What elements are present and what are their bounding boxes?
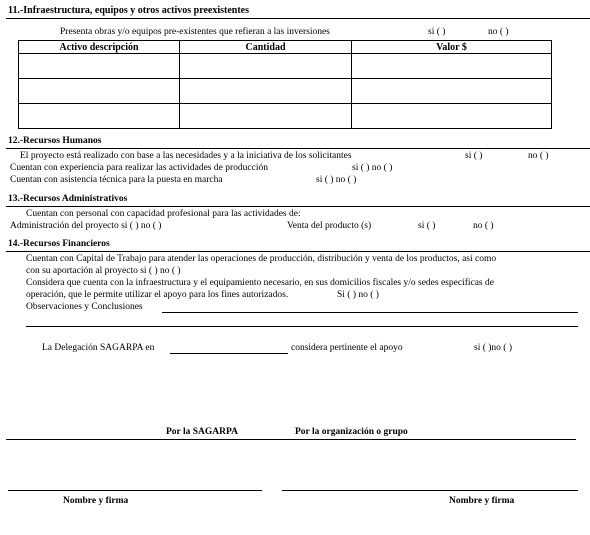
rh-line-2: Cuentan con experiencia para realizar las actividades de producción [10,163,268,173]
observaciones-line-1[interactable] [162,312,578,313]
table-header-row [19,41,552,54]
section-14-title: 14.-Recursos Financieros [8,239,110,249]
table-cell[interactable] [352,54,552,79]
section-divider [6,251,590,252]
header-cantidad: Cantidad [180,41,352,54]
rf-line-2[interactable]: con su aportación al proyecto si ( ) no ( ) [26,266,181,276]
rf-line-4: operación, que le permite utilizar el apoyo para los fines autorizados. [26,290,289,300]
rf-line-4-options[interactable]: Si ( ) no ( ) [337,290,379,300]
rf-line-1: Cuentan con Capital de Trabajo para atender las operaciones de producción, distribución y venta de los productos, así como [26,254,497,264]
table-cell[interactable] [180,79,352,104]
header-activo: Activo descripción [19,41,180,54]
section-divider [6,148,590,149]
table-cell[interactable] [19,54,180,79]
ra-venta-si[interactable]: si ( ) [418,221,436,231]
signature-divider [6,439,576,440]
delegacion-blank[interactable] [170,353,288,354]
delegacion-prefix: La Delegación SAGARPA en [42,343,155,353]
sagarpa-nombre-firma: Nombre y firma [63,496,129,506]
section-divider [6,206,590,207]
table-row [19,104,552,129]
table-cell[interactable] [180,54,352,79]
section-12-title: 12.-Recursos Humanos [8,136,102,146]
table-cell[interactable] [180,104,352,129]
sagarpa-signature-header: Por la SAGARPA [166,427,238,437]
table-cell[interactable] [19,104,180,129]
table-row [19,79,552,104]
observaciones-line-2[interactable] [26,326,578,327]
ra-line-1: Cuentan con personal con capacidad profesional para las actividades de: [26,209,301,219]
org-signature-line[interactable] [282,490,578,491]
assets-table [18,40,552,129]
section-13-title: 13.-Recursos Administrativos [8,194,128,204]
preexisting-no-option[interactable]: no ( ) [488,27,509,37]
delegacion-suffix: considera pertinente el apoyo [291,343,403,353]
delegacion-options[interactable]: si ( )no ( ) [474,343,512,353]
org-signature-header: Por la organización o grupo [295,427,408,437]
observaciones-label: Observaciones y Conclusiones [26,302,143,312]
table-cell[interactable] [352,104,552,129]
section-11-title: 11.-Infraestructura, equipos y otros activos preexistentes [8,5,249,16]
preexisting-si-option[interactable]: si ( ) [428,27,446,37]
rh-line-3-options[interactable]: si ( ) no ( ) [316,175,357,185]
ra-venta-no[interactable]: no ( ) [473,221,494,231]
section-divider [6,18,590,19]
rh-line-3: Cuentan con asistencia técnica para la puesta en marcha [10,175,223,185]
rf-line-3: Considera que cuenta con la infraestructura y el equipamiento necesario, en sus domicilios fiscales y/o sedes específicas de [26,278,494,288]
header-valor: Valor $ [352,41,552,54]
table-cell[interactable] [19,79,180,104]
rh-line-1-no[interactable]: no ( ) [528,151,549,161]
table-cell[interactable] [352,79,552,104]
rh-line-1: El proyecto está realizado con base a las necesidades y a la iniciativa de los solicitantes [20,151,352,161]
org-nombre-firma: Nombre y firma [449,496,515,506]
rh-line-1-si[interactable]: si ( ) [465,151,483,161]
ra-venta-label: Venta del producto (s) [287,221,372,231]
ra-admin-option[interactable]: Administración del proyecto si ( ) no ( ) [10,221,162,231]
preexisting-question: Presenta obras y/o equipos pre-existentes que refieran a las inversiones [60,27,330,37]
table-row [19,54,552,79]
rh-line-2-options[interactable]: si ( ) no ( ) [352,163,393,173]
sagarpa-signature-line[interactable] [8,490,262,491]
